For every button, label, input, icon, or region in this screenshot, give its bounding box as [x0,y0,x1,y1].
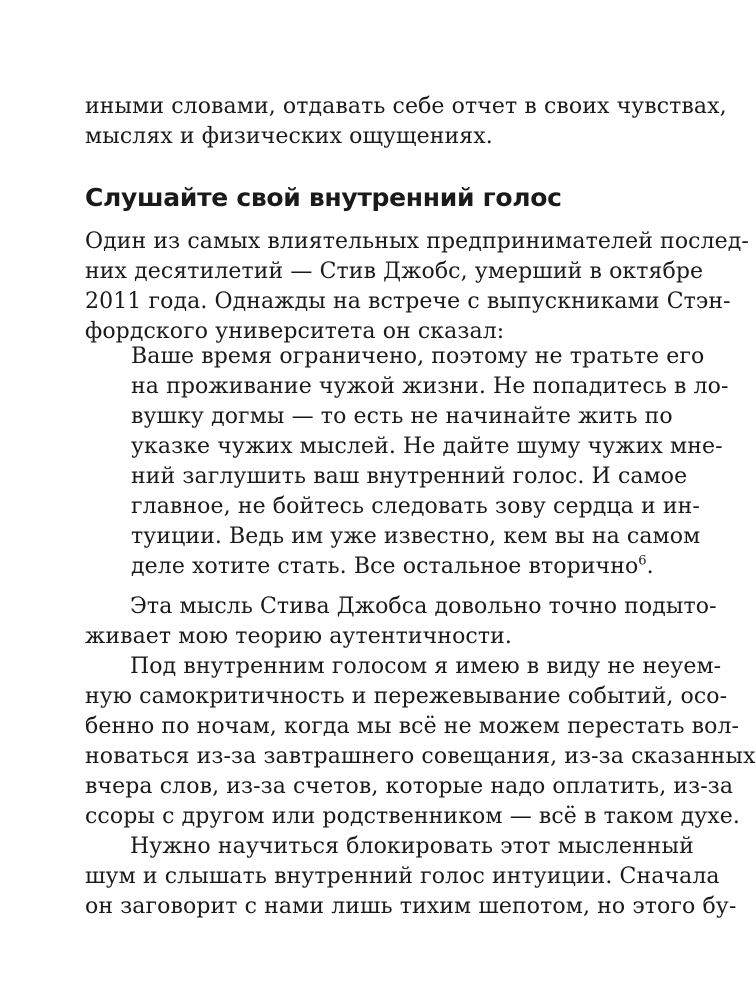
paragraph-line: фордского университета он сказал: [85,319,505,344]
quote-line: Ваше время ограничено, поэтому не тратьте его [131,344,705,369]
paragraph-line: шум и слышать внутренний голос интуиции. Сначала [85,864,720,889]
paragraph-line: 2011 года. Однажды на встрече с выпускниками Стэн- [85,289,731,314]
quote-line: туиции. Ведь им уже известно, кем вы на самом [131,524,701,549]
paragraph-line: вчера слов, из-за счетов, которые надо оплатить, из-за [85,774,734,799]
paragraph-line: он заговорит с нами лишь тихим шепотом, но этого бу- [85,894,737,919]
paragraph-line: них десятилетий — Стив Джобс, умерший в октябре [85,259,704,284]
paragraph-line: бенно по ночам, когда мы всё не можем перестать вол- [85,714,740,739]
paragraph-line: живает мою теорию аутентичности. [85,624,512,649]
quote-line: указке чужих мыслей. Не дайте шуму чужих мне- [131,434,723,459]
paragraph-line: Один из самых влиятельных предпринимателей послед- [85,229,749,254]
quote-line: ний заглушить ваш внутренний голос. И самое [131,464,688,489]
section-heading: Слушайте свой внутренний голос [85,183,562,212]
paragraph-line: ную самокритичность и пережевывание событий, осо- [85,684,728,709]
paragraph-line: новаться из-за завтрашнего совещания, из-за сказанных [85,744,756,769]
footnote-reference: 6 [638,553,647,569]
paragraph-line: Нужно научиться блокировать этот мысленный [130,834,694,859]
paragraph-line: ссоры с другом или родственником — всё в таком духе. [85,804,740,829]
quote-last-line: деле хотите стать. Все остальное вторично$^6$. [131,553,654,579]
quote-line: на проживание чужой жизни. Не попадитесь в ло- [131,374,729,399]
paragraph-line: Под внутренним голосом я имею в виду не неуем- [130,654,722,679]
paragraph-line: Эта мысль Стива Джобса довольно точно подыто- [130,594,717,619]
quote-line-text: деле хотите стать. Все остальное вторично [131,554,639,579]
intro-line: мыслях и физических ощущениях. [85,124,493,149]
quote-line: главное, не бойтесь следовать зову сердца и ин- [131,494,700,519]
intro-line: иными словами, отдавать себе отчет в своих чувствах, [85,94,727,119]
quote-line: вушку догмы — то есть не начинайте жить по [131,404,673,429]
